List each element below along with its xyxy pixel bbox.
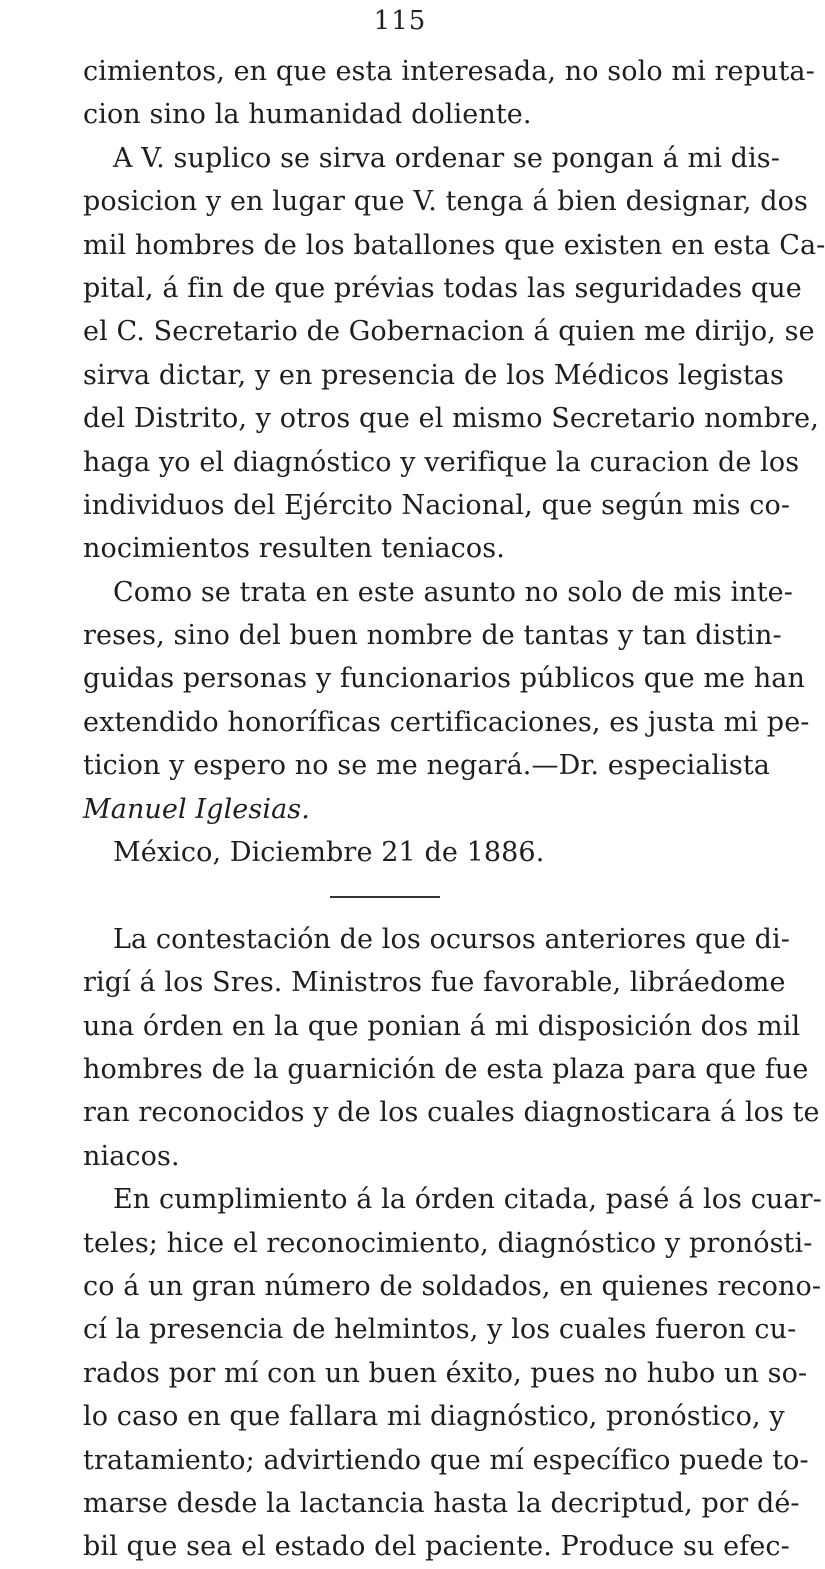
text-line: una órden en la que ponian á mi disposición dos mil (83, 1010, 801, 1042)
text-line: el C. Secretario de Gobernacion á quien me dirijo, se (83, 316, 815, 348)
text-line: cion sino la humanidad doliente. (83, 99, 532, 131)
text-line: lo caso en que fallara mi diagnóstico, pronóstico, y (83, 1401, 785, 1433)
dateline: México, Diciembre 21 de 1886. (113, 837, 545, 869)
text-line: teles; hice el reconocimiento, diagnóstico y pronósti- (83, 1227, 813, 1259)
text-line: ticion y espero no se me negará.—Dr. especialista (83, 750, 770, 782)
text-line: bil que sea el estado del paciente. Produce su efec- (83, 1531, 790, 1563)
text-line: En cumplimiento á la órden citada, pasé á los cuar- (113, 1184, 822, 1216)
text-line: co á un gran número de soldados, en quienes recono- (83, 1270, 822, 1302)
text-line: del Distrito, y otros que el mismo Secretario nombre, (83, 403, 819, 435)
body-text (83, 50, 825, 1569)
signature-name: Manuel Iglesias. (83, 793, 310, 825)
text-line: A V. suplico se sirva ordenar se pongan á mi dis- (113, 142, 780, 174)
separator-row (83, 874, 743, 917)
text-line: pital, á fin de que prévias todas las seguridades que (83, 272, 802, 304)
text-line: individuos del Ejército Nacional, que según mis co- (83, 489, 791, 521)
text-line: niacos. (83, 1140, 180, 1172)
text-line: sirva dictar, y en presencia de los Médicos legistas (83, 359, 784, 391)
text-line: marse desde la lactancia hasta la decriptud, por dé- (83, 1487, 800, 1519)
text-line: extendido honoríficas certificaciones, es justa mi pe- (83, 706, 810, 738)
text-line: haga yo el diagnóstico y verifique la curacion de los (83, 446, 800, 478)
text-line: rados por mí con un buen éxito, pues no hubo un so- (83, 1357, 808, 1389)
text-line: posicion y en lugar que V. tenga á bien designar, dos (83, 186, 808, 218)
text-line: reses, sino del buen nombre de tantas y tan distin- (83, 620, 782, 652)
text-line: mil hombres de los batallones que existen en esta Ca- (83, 229, 825, 261)
text-line: Como se trata en este asunto no solo de mis inte- (113, 576, 793, 608)
text-line: tratamiento; advirtiendo que mí específico puede to- (83, 1444, 809, 1476)
text-line: rigí á los Sres. Ministros fue favorable, libráedome (83, 967, 786, 999)
text-line: guidas personas y funcionarios públicos que me han (83, 663, 805, 695)
text-line: hombres de la guarnición de esta plaza para que fue (83, 1053, 809, 1085)
text-line: nocimientos resulten teniacos. (83, 533, 505, 565)
text-line: cí la presencia de helmintos, y los cuales fueron cu- (83, 1314, 797, 1346)
text-line: cimientos, en que esta interesada, no solo mi reputa- (83, 56, 815, 87)
signature-line (83, 788, 743, 831)
text-line: La contestación de los ocursos anteriores que di- (113, 923, 790, 955)
section-divider (330, 896, 440, 898)
text-line: ran reconocidos y de los cuales diagnosticara á los te (83, 1097, 820, 1129)
page-number: 115 (373, 6, 427, 36)
